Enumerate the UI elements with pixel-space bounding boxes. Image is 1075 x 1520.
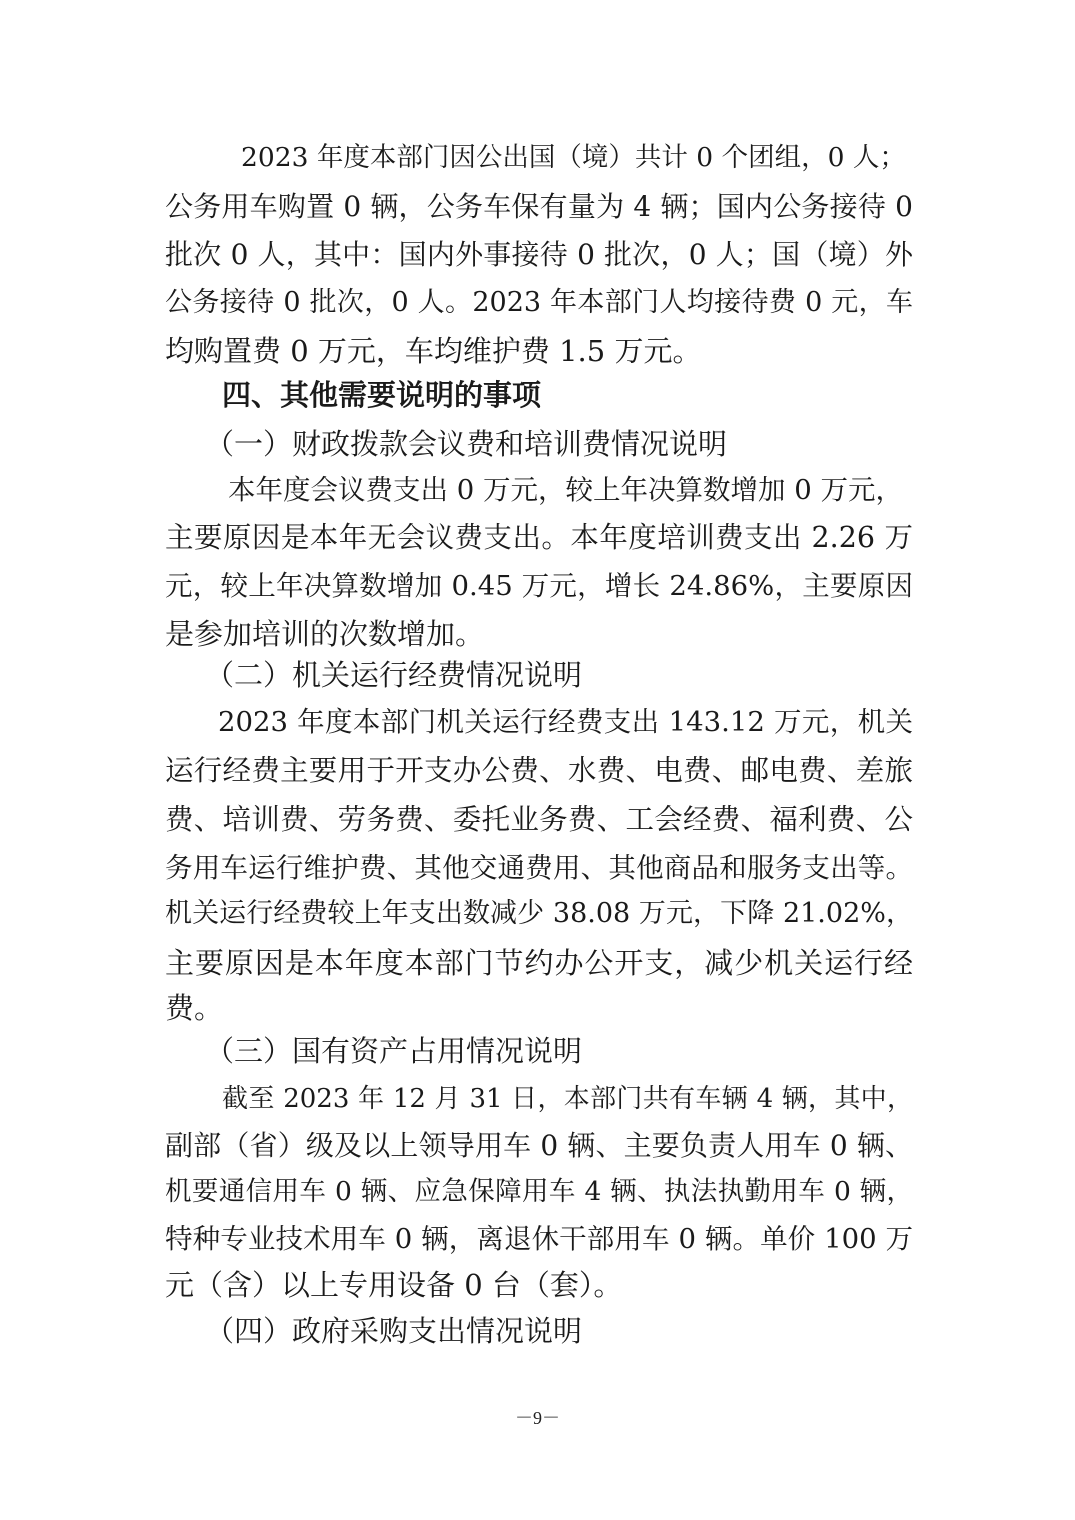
text-line: 是参加培训的次数增加。 xyxy=(165,617,485,651)
text-line: 机关运行经费较上年支出数减少 38.08 万元，下降 21.02%， xyxy=(165,898,913,929)
text-line: 特种专业技术用车 0 辆，离退休干部用车 0 辆。单价 100 万 xyxy=(165,1223,913,1255)
subsection-heading: （四）政府采购支出情况说明 xyxy=(205,1314,583,1348)
text-line: 均购置费 0 万元，车均维护费 1.5 万元。 xyxy=(165,334,702,368)
text-line: 主要原因是本年无会议费支出。本年度培训费支出 2.26 万 xyxy=(165,521,913,554)
text-line: 2023 年度本部门因公出国（境）共计 0 个团组，0 人； xyxy=(241,142,906,173)
text-line: 费、培训费、劳务费、委托业务费、工会经费、福利费、公 xyxy=(165,803,913,836)
text-line: 2023 年度本部门机关运行经费支出 143.12 万元，机关 xyxy=(218,706,913,738)
text-line: 主要原因是本年度本部门节约办公开支，减少机关运行经 xyxy=(165,946,913,980)
subsection-heading: （二）机关运行经费情况说明 xyxy=(205,658,583,692)
text-line: 运行经费主要用于开支办公费、水费、电费、邮电费、差旅 xyxy=(165,754,913,787)
section-heading: 四、其他需要说明的事项 xyxy=(222,378,542,412)
text-line: 批次 0 人，其中：国内外事接待 0 批次，0 人；国（境）外 xyxy=(165,238,913,271)
page-number: －9－ xyxy=(515,1408,560,1428)
text-line: 元，较上年决算数增加 0.45 万元，增长 24.86%，主要原因 xyxy=(165,570,913,602)
text-line: 机要通信用车 0 辆、应急保障用车 4 辆、执法执勤用车 0 辆， xyxy=(165,1176,913,1207)
subsection-heading: （一）财政拨款会议费和培训费情况说明 xyxy=(205,427,728,461)
subsection-heading: （三）国有资产占用情况说明 xyxy=(205,1034,583,1068)
text-line: 费。 xyxy=(165,991,224,1025)
text-line: 副部（省）级及以上领导用车 0 辆、主要负责人用车 0 辆、 xyxy=(165,1129,913,1162)
text-line: 本年度会议费支出 0 万元，较上年决算数增加 0 万元， xyxy=(228,474,903,506)
text-line: 务用车运行维护费、其他交通费用、其他商品和服务支出等。 xyxy=(165,852,913,884)
text-line: 元（含）以上专用设备 0 台（套）。 xyxy=(165,1268,623,1302)
text-line: 公务接待 0 批次，0 人。2023 年本部门人均接待费 0 元，车 xyxy=(165,287,913,318)
text-line: 截至 2023 年 12 月 31 日，本部门共有车辆 4 辆，其中， xyxy=(222,1084,913,1114)
text-line: 公务用车购置 0 辆，公务车保有量为 4 辆；国内公务接待 0 xyxy=(165,190,913,223)
